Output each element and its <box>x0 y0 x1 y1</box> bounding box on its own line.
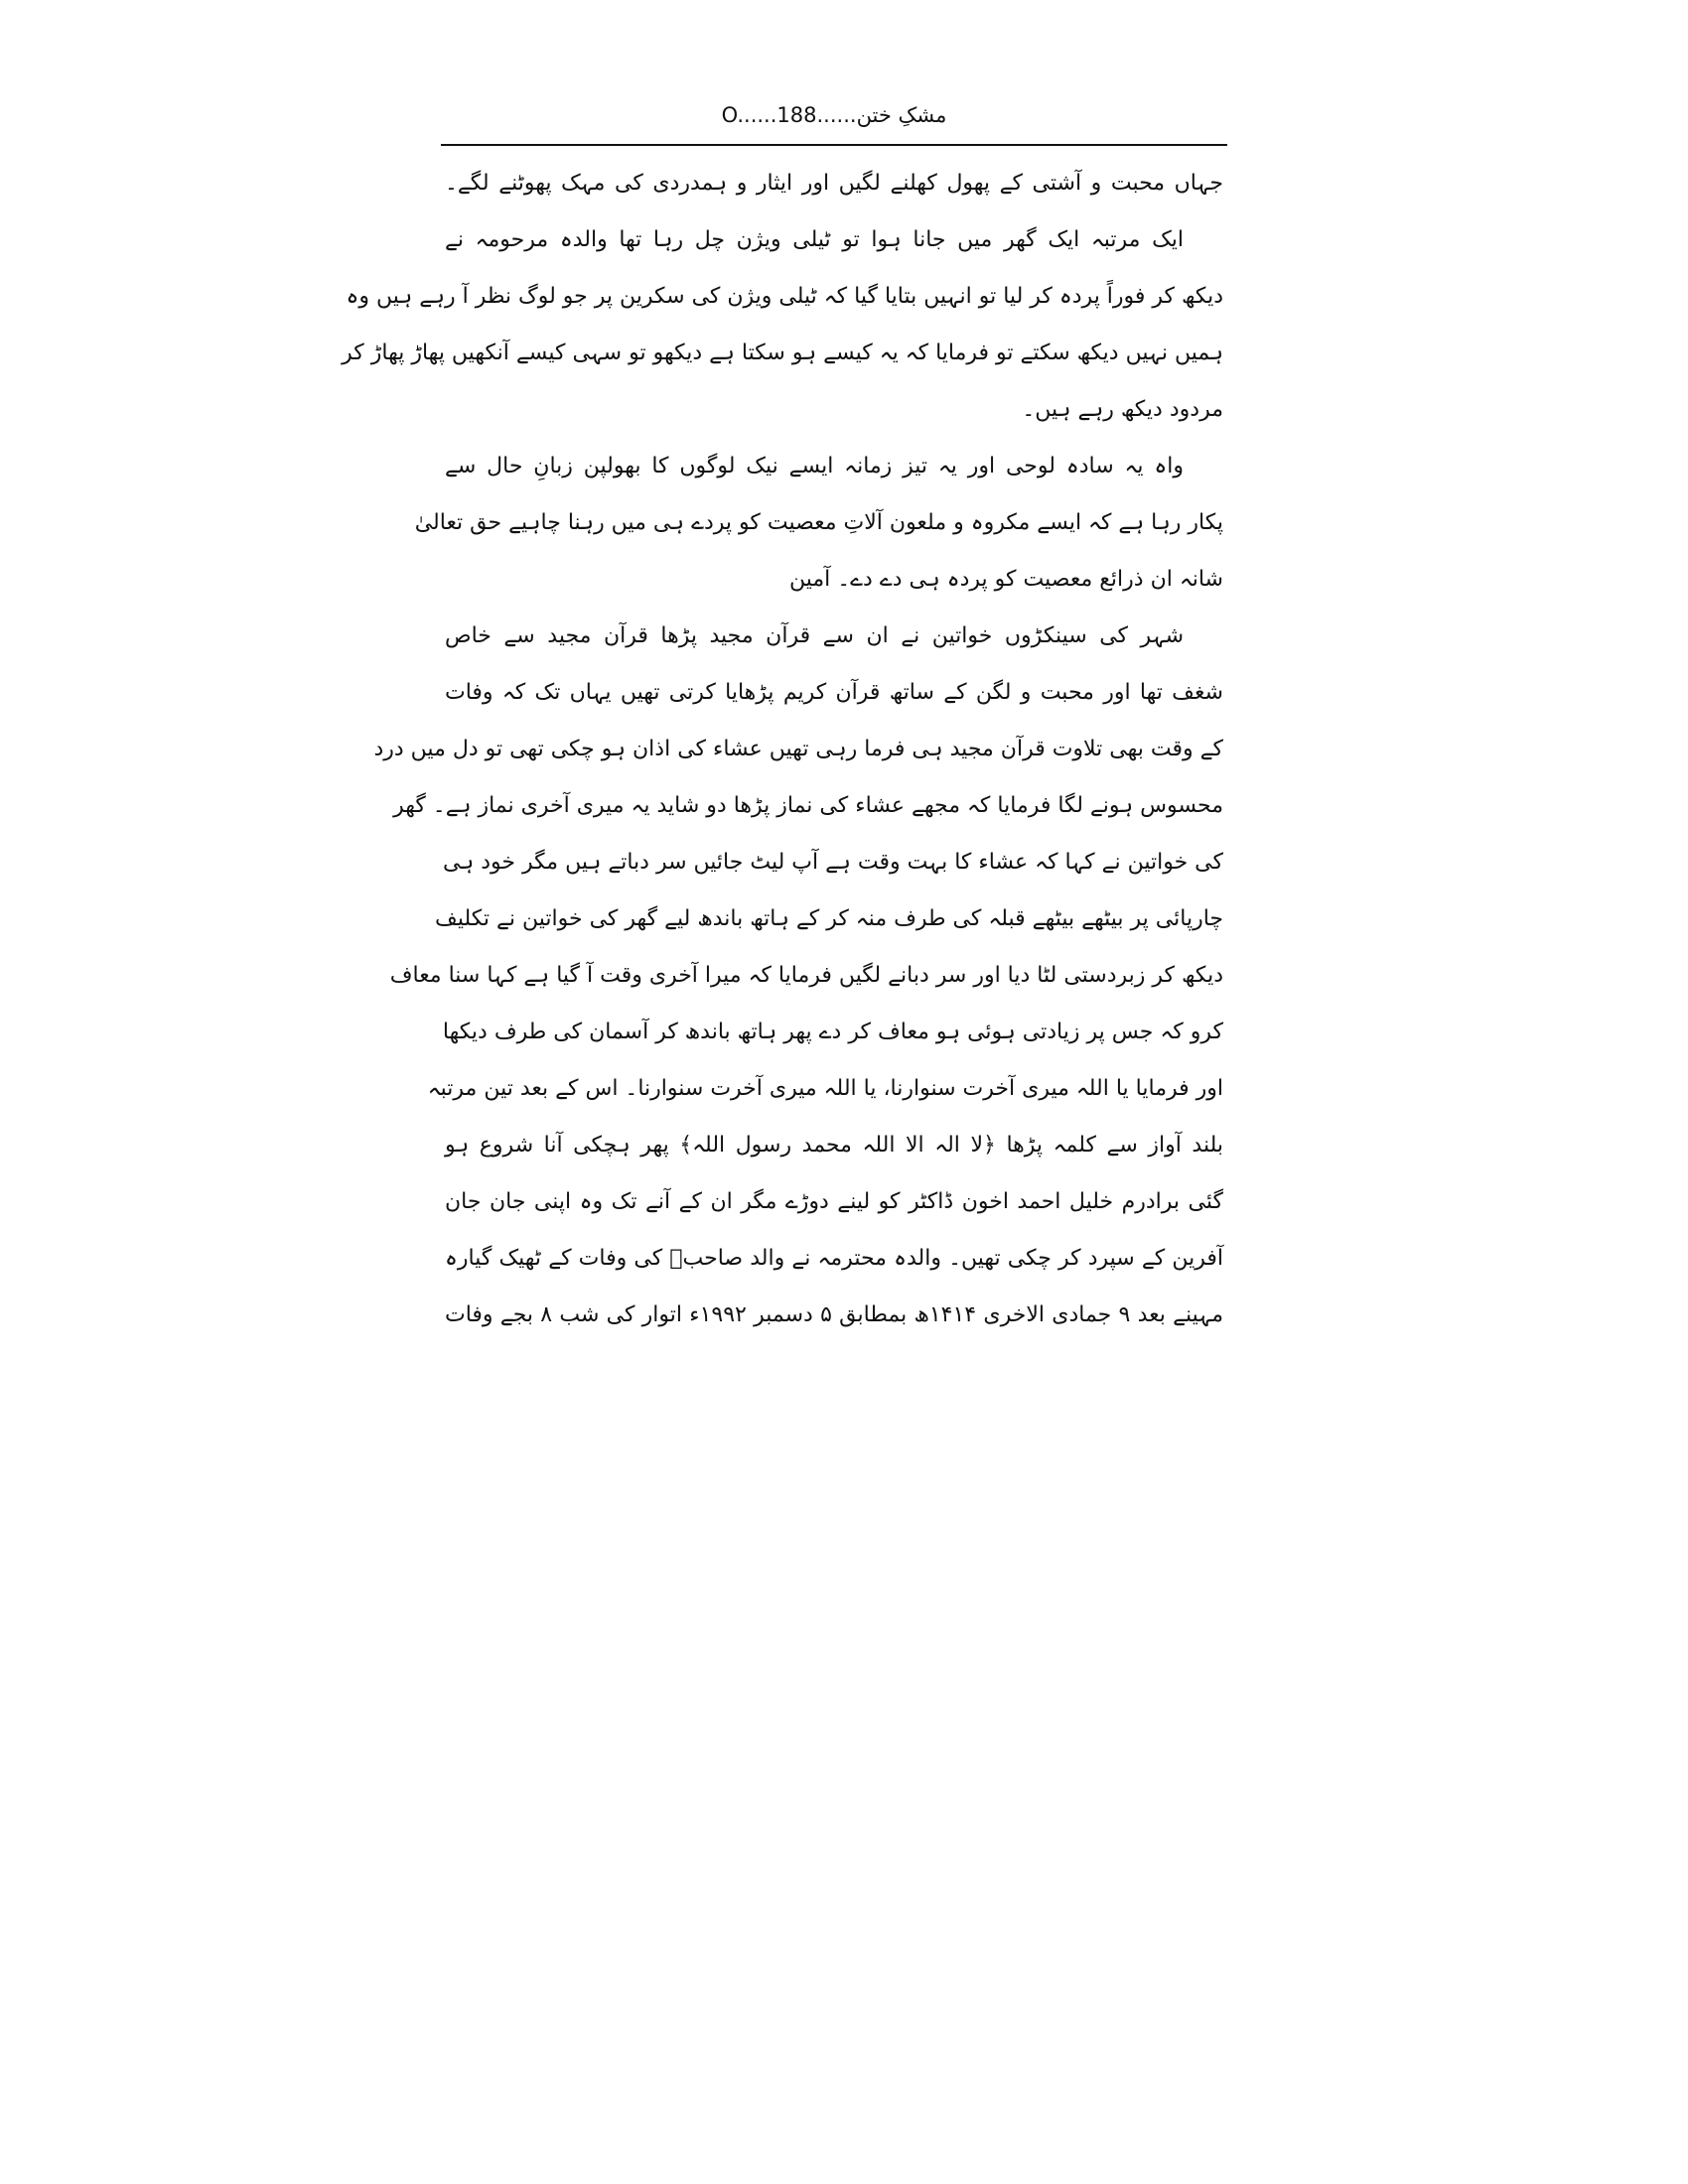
page-number: 188 <box>776 103 817 127</box>
text-line: کرو کہ جس پر زیادتی ہوئی ہو معاف کر دے پھر ہاتھ باندھ کر آسمان کی طرف دیکھا <box>442 1020 1223 1044</box>
text-line: آفرین کے سپرد کر چکی تھیں۔ والدہ محترمہ نے والد صاحبؒ کی وفات کے ٹھیک گیارہ <box>445 1246 1223 1271</box>
text-line: کے وقت بھی تلاوت قرآن مجید ہی فرما رہی تھیں عشاء کی اذان ہو چکی تھی تو دل میں درد <box>373 737 1223 761</box>
header-separator: ......O...... <box>721 103 857 127</box>
text-line: مہینے بعد ۹ جمادی الاخری ۱۴۱۴ھ بمطابق ۵ دسمبر ۱۹۹۲ء اتوار کی شب ۸ بجے وفات <box>445 1302 1223 1327</box>
text-line: شانہ ان ذرائع معصیت کو پردہ ہی دے دے۔ آمین <box>788 567 1223 592</box>
body-text <box>342 155 1223 1475</box>
text-line: پکار رہا ہے کہ ایسے مکروہ و ملعون آلاتِ معصیت کو پردے ہی میں رہنا چاہیے حق تعالیٰ <box>414 510 1223 535</box>
text-line: گئی برادرم خلیل احمد اخون ڈاکٹر کو لینے دوڑے مگر ان کے آنے تک وہ اپنی جان جان <box>445 1189 1223 1214</box>
text-line: دیکھ کر فوراً پردہ کر لیا تو انہیں بتایا گیا کہ ٹیلی ویژن کی سکرین پر جو لوگ نظر آ رہے ہیں وہ <box>346 284 1223 309</box>
text-line: محسوس ہونے لگا فرمایا کہ مجھے عشاء کی نماز پڑھا دو شاید یہ میری آخری نماز ہے۔ گھر <box>393 793 1223 818</box>
text-line: واہ یہ سادہ لوحی اور یہ تیز زمانہ ایسے نیک لوگوں کا بھولپن زبانِ حال سے <box>445 454 1184 478</box>
text-line: کی خواتین نے کہا کہ عشاء کا بہت وقت ہے آپ لیٹ جائیں سر دباتے ہیں مگر خود ہی <box>443 850 1223 875</box>
text-line: اور فرمایا یا اللہ میری آخرت سنوارنا، یا اللہ میری آخرت سنوارنا۔ اس کے بعد تین مرتبہ <box>427 1076 1223 1101</box>
text-line: چارپائی پر بیٹھے بیٹھے قبلہ کی طرف منہ کر کے ہاتھ باندھ لیے گھر کی خواتین نے تکلیف <box>435 906 1223 931</box>
header-divider <box>441 144 1227 146</box>
text-line: جہاں محبت و آشتی کے پھول کھلنے لگیں اور ایثار و ہمدردی کی مہک پھوٹنے لگے۔ <box>445 171 1223 196</box>
book-title: مشکِ ختن <box>856 103 947 127</box>
text-line: مردود دیکھ رہے ہیں۔ <box>1022 397 1223 422</box>
text-line: ایک مرتبہ ایک گھر میں جانا ہوا تو ٹیلی ویژن چل رہا تھا والدہ مرحومہ نے <box>445 227 1184 252</box>
text-line: ہمیں نہیں دیکھ سکتے تو فرمایا کہ یہ کیسے ہو سکتا ہے دیکھو تو سہی کیسے آنکھیں پھاڑ پھاڑ کر <box>342 341 1223 365</box>
text-line: شہر کی سینکڑوں خواتین نے ان سے قرآن مجید پڑھا قرآن مجید سے خاص <box>445 623 1184 648</box>
text-line: شغف تھا اور محبت و لگن کے ساتھ قرآن کریم پڑھایا کرتی تھیں یہاں تک کہ وفات <box>445 680 1223 705</box>
text-line: دیکھ کر زبردستی لٹا دیا اور سر دبانے لگیں فرمایا کہ میرا آخری وقت آ گیا ہے کہا سنا معاف <box>389 963 1223 988</box>
text-line: بلند آواز سے کلمہ پڑھا ﴿لا الہ الا اللہ محمد رسول اللہ﴾ پھر ہچکی آنا شروع ہو <box>445 1133 1223 1158</box>
running-header <box>437 95 1231 135</box>
